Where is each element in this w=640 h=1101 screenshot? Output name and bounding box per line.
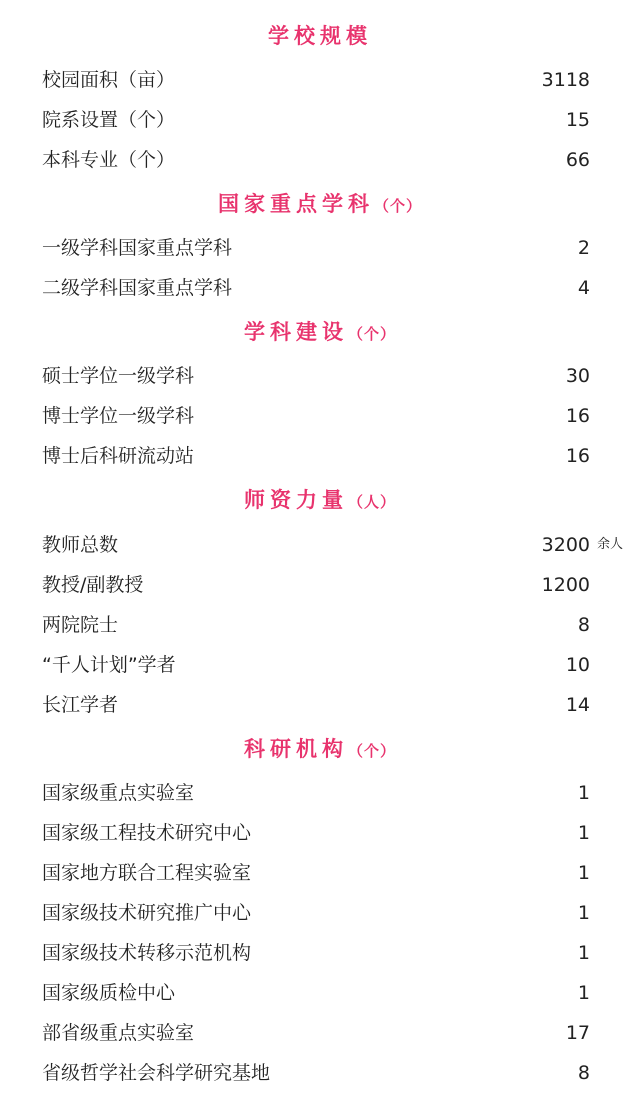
item-label: 部省级重点实验室 xyxy=(42,1022,195,1044)
item-label: 博士学位一级学科 xyxy=(42,405,195,427)
item-value: 1200 xyxy=(541,574,590,596)
list-item xyxy=(42,858,590,888)
item-label: 硕士学位一级学科 xyxy=(42,365,195,387)
item-label: 一级学科国家重点学科 xyxy=(42,237,233,259)
section-title-text: 学科建设 xyxy=(243,320,348,344)
section-title-national-key-disciplines xyxy=(0,189,640,219)
item-label: 校园面积（亩） xyxy=(42,69,176,91)
list-item xyxy=(42,530,624,560)
item-value: 10 xyxy=(565,654,590,676)
item-value: 2 xyxy=(577,237,590,259)
section-unit: （个） xyxy=(347,325,396,343)
list-item xyxy=(42,898,590,928)
section-title-text: 师资力量 xyxy=(243,488,348,512)
item-value: 3200 xyxy=(541,534,590,556)
item-value: 14 xyxy=(565,694,590,716)
item-label: 国家地方联合工程实验室 xyxy=(42,862,252,884)
list-item xyxy=(42,818,590,848)
list-item xyxy=(42,65,590,95)
item-value: 1 xyxy=(577,982,590,1004)
list-item xyxy=(42,145,590,175)
list-item xyxy=(42,938,590,968)
section-unit: （个） xyxy=(373,197,422,215)
item-label: 国家级技术转移示范机构 xyxy=(42,942,252,964)
section-title-text: 科研机构 xyxy=(243,737,348,761)
list-item xyxy=(42,361,590,391)
item-value: 1 xyxy=(577,942,590,964)
section-title-faculty xyxy=(0,485,640,515)
item-value: 1 xyxy=(577,822,590,844)
section-unit: （个） xyxy=(347,742,396,760)
item-value: 15 xyxy=(565,109,590,131)
list-item xyxy=(42,978,590,1008)
list-item xyxy=(42,778,590,808)
list-item xyxy=(42,273,590,303)
list-item xyxy=(42,441,590,471)
list-item xyxy=(42,233,590,263)
item-value: 1 xyxy=(577,902,590,924)
section-title-text: 国家重点学科 xyxy=(217,192,374,216)
item-label: 两院院士 xyxy=(42,614,119,636)
item-label: 院系设置（个） xyxy=(42,109,176,131)
item-value: 8 xyxy=(577,614,590,636)
item-label: 国家级质检中心 xyxy=(42,982,176,1004)
item-value: 3118 xyxy=(541,69,590,91)
list-item xyxy=(42,610,590,640)
item-suffix: 余人 xyxy=(597,537,624,552)
section-title-school-scale xyxy=(0,21,640,51)
section-unit: （人） xyxy=(347,493,396,511)
item-label: 教师总数 xyxy=(42,534,119,556)
list-item xyxy=(42,105,590,135)
item-label: 国家级技术研究推广中心 xyxy=(42,902,252,924)
list-item xyxy=(42,690,590,720)
list-item xyxy=(42,650,590,680)
section-title-discipline-construction xyxy=(0,317,640,347)
item-label: 教授/副教授 xyxy=(42,574,144,596)
list-item xyxy=(42,1018,590,1048)
item-value: 30 xyxy=(565,365,590,387)
item-value: 17 xyxy=(565,1022,590,1044)
section-title-text: 学校规模 xyxy=(268,24,372,48)
item-label: 长江学者 xyxy=(42,694,119,716)
list-item xyxy=(42,401,590,431)
list-item xyxy=(42,1058,590,1088)
item-label: 国家级工程技术研究中心 xyxy=(42,822,252,844)
item-value: 8 xyxy=(577,1062,590,1084)
item-value: 16 xyxy=(565,445,590,467)
section-title-research-institutions xyxy=(0,734,640,764)
item-value: 1 xyxy=(577,862,590,884)
item-label: 二级学科国家重点学科 xyxy=(42,277,233,299)
item-label: 省级哲学社会科学研究基地 xyxy=(42,1062,271,1084)
item-label: 国家级重点实验室 xyxy=(42,782,195,804)
item-value: 66 xyxy=(565,149,590,171)
item-value: 1 xyxy=(577,782,590,804)
item-label: 本科专业（个） xyxy=(42,149,176,171)
item-label: 博士后科研流动站 xyxy=(42,445,195,467)
list-item xyxy=(42,570,590,600)
item-value: 16 xyxy=(565,405,590,427)
item-value: 4 xyxy=(577,277,590,299)
item-label: “千人计划”学者 xyxy=(42,654,176,676)
